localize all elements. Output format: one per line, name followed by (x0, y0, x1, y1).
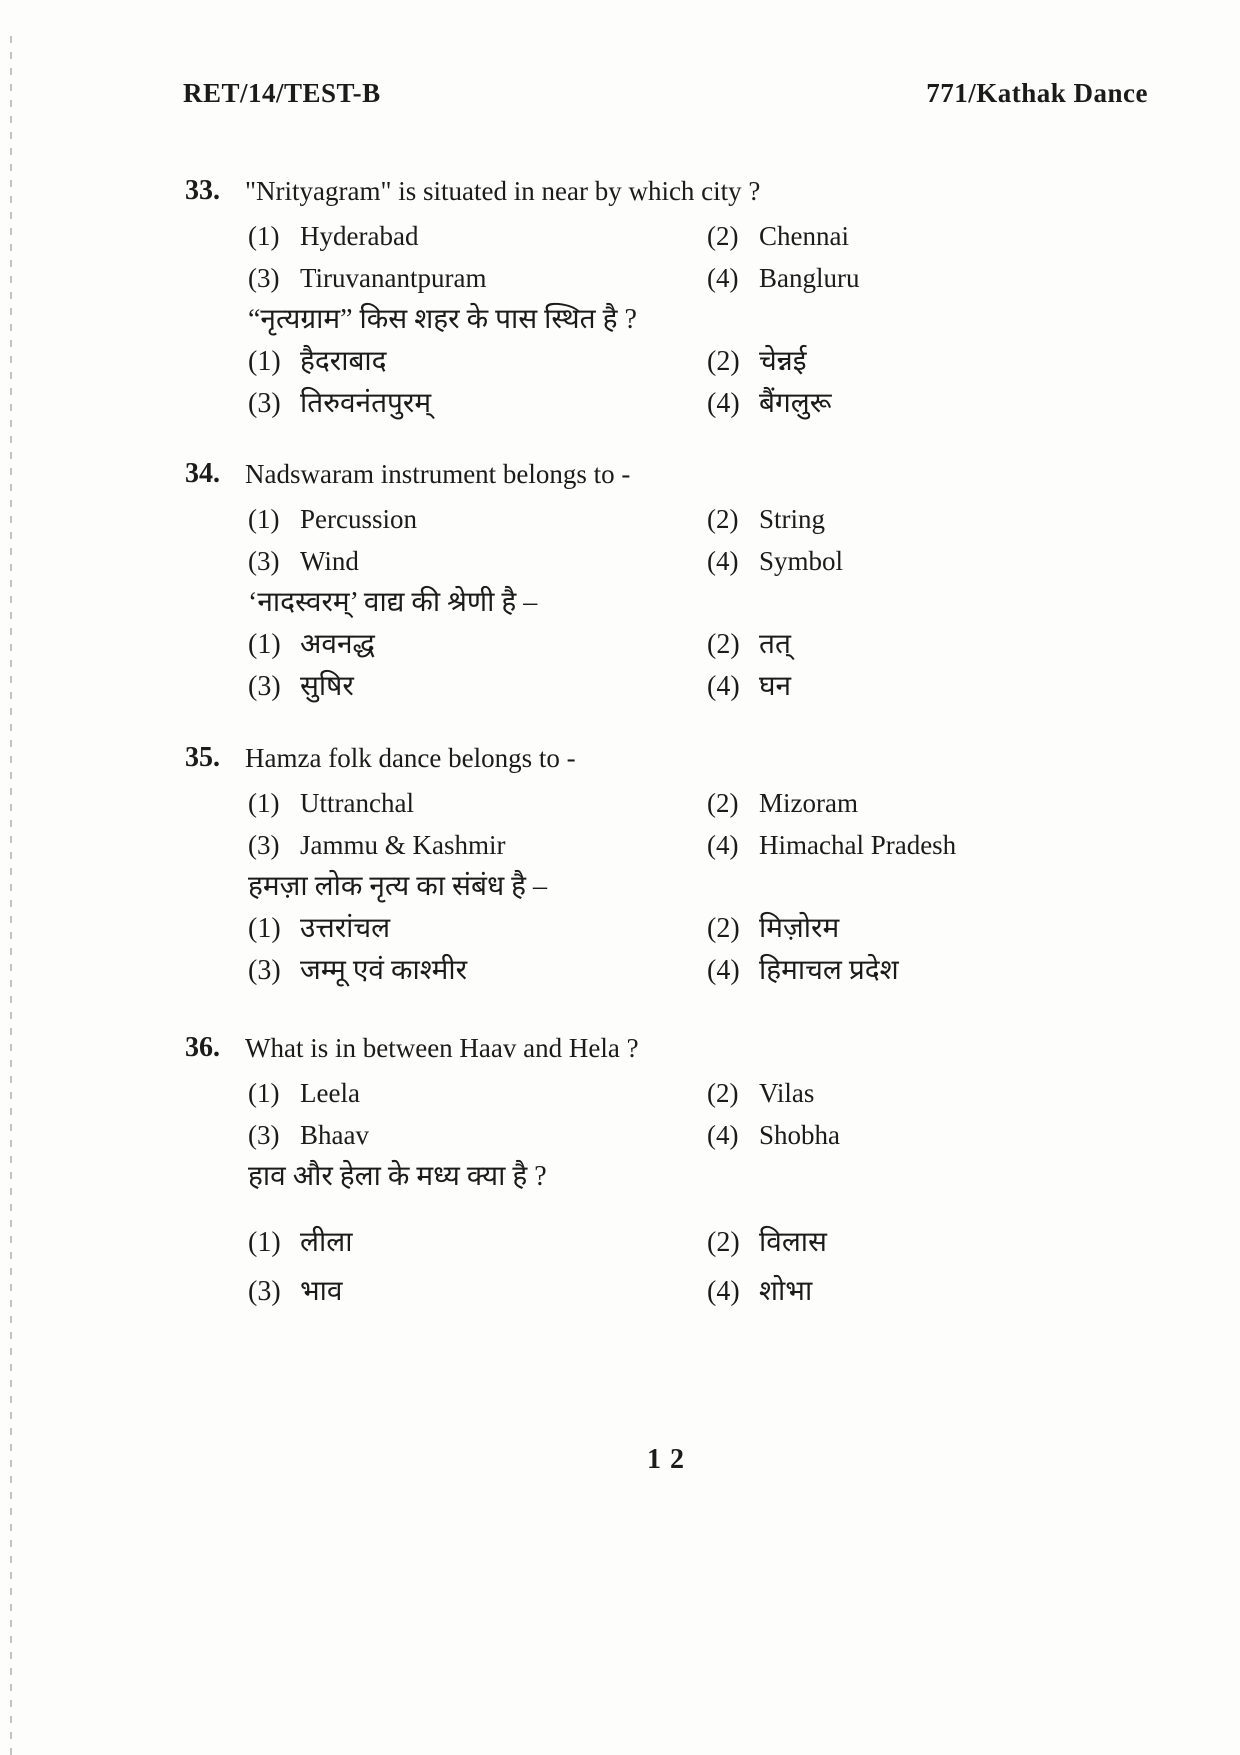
option-number: (4) (707, 1276, 740, 1307)
options-hi (248, 341, 1175, 425)
option-number: (3) (248, 388, 281, 419)
option-number: (1) (248, 221, 280, 251)
question-text-hi: हाव और हेला के मध्य क्या है ? (248, 1161, 547, 1192)
option-label: तत् (759, 629, 791, 660)
option (248, 782, 707, 824)
page-number: 12 (647, 1444, 693, 1475)
option-label: String (759, 504, 826, 534)
option-label: Himachal Pradesh (759, 830, 957, 860)
option-label: Percussion (300, 504, 417, 534)
option-number: (2) (707, 504, 739, 534)
option-label: Vilas (759, 1078, 815, 1108)
option (248, 624, 707, 666)
option-label: घन (759, 671, 792, 702)
option-label: तिरुवनंतपुरम् (300, 388, 432, 419)
option-number: (1) (248, 913, 281, 944)
option-label: Bhaav (300, 1120, 369, 1150)
question-text-en: Hamza folk dance belongs to - (245, 743, 576, 773)
option (248, 1072, 707, 1114)
question-text-en: "Nrityagram" is situated in near by which city ? (245, 176, 761, 206)
option (248, 666, 707, 708)
options-hi (248, 908, 1175, 992)
option (248, 824, 707, 866)
option (248, 383, 707, 425)
question-number: 36. (185, 1032, 220, 1063)
option (248, 498, 707, 540)
option (248, 1267, 707, 1316)
option-number: (3) (248, 1276, 281, 1307)
question-text-hi: “नृत्यग्राम” किस शहर के पास स्थित है ? (248, 304, 637, 335)
question-heading (185, 456, 1175, 492)
header-right-code: 771/Kathak Dance (926, 78, 1148, 108)
question-36 (185, 1030, 1175, 1316)
option (707, 215, 1175, 257)
scan-edge-line (10, 36, 12, 1755)
options-en (248, 215, 1175, 299)
option-label: हिमाचल प्रदेश (759, 955, 899, 986)
option-number: (4) (707, 388, 740, 419)
question-number: 35. (185, 742, 220, 773)
option-label: Symbol (759, 546, 844, 576)
question-text-en: Nadswaram instrument belongs to - (245, 459, 631, 489)
option-number: (2) (707, 629, 740, 660)
option-label: जम्मू एवं काश्मीर (300, 955, 468, 986)
question-number: 34. (185, 458, 220, 489)
options-en (248, 498, 1175, 582)
option (248, 950, 707, 992)
option (707, 666, 1175, 708)
option-label: सुषिर (300, 671, 354, 702)
option-number: (2) (707, 913, 740, 944)
question-34 (185, 456, 1175, 708)
option (707, 383, 1175, 425)
question-heading (185, 740, 1175, 776)
option-number: (3) (248, 955, 281, 986)
option-label: भाव (300, 1276, 343, 1307)
option-label: हैदराबाद (300, 346, 387, 377)
option-number: (2) (707, 1227, 740, 1258)
option-label: Tiruvanantpuram (300, 263, 487, 293)
option (248, 257, 707, 299)
option-number: (1) (248, 1078, 280, 1108)
question-text-hi: ‘नादस्वरम्’ वाद्य की श्रेणी है – (248, 587, 538, 618)
option-number: (1) (248, 1227, 281, 1258)
option-number: (3) (248, 671, 281, 702)
option-label: लीला (300, 1227, 353, 1258)
question-35 (185, 740, 1175, 992)
option-label: Leela (300, 1078, 360, 1108)
question-heading (185, 1030, 1175, 1066)
option-number: (4) (707, 1120, 739, 1150)
question-heading (185, 173, 1175, 209)
option-label: चेन्नई (759, 346, 807, 377)
option-label: उत्तरांचल (300, 913, 391, 944)
option-number: (3) (248, 1120, 280, 1150)
option-label: Hyderabad (300, 221, 419, 251)
option (248, 908, 707, 950)
question-text-hi: हमज़ा लोक नृत्य का संबंध है – (248, 871, 548, 902)
option-label: Jammu & Kashmir (300, 830, 506, 860)
option-label: Bangluru (759, 263, 860, 293)
option-number: (2) (707, 346, 740, 377)
option-number: (4) (707, 546, 739, 576)
option (248, 540, 707, 582)
option (707, 1218, 1175, 1267)
question-text-en: What is in between Haav and Hela ? (245, 1033, 639, 1063)
option-number: (4) (707, 671, 740, 702)
options-en (248, 1072, 1175, 1156)
option (707, 498, 1175, 540)
option (707, 1114, 1175, 1156)
header-left-code: RET/14/TEST-B (183, 78, 381, 108)
options-en (248, 782, 1175, 866)
option-number: (4) (707, 830, 739, 860)
option-label: विलास (759, 1227, 827, 1258)
options-hi (248, 624, 1175, 708)
option-label: Mizoram (759, 788, 858, 818)
option (248, 1114, 707, 1156)
option-number: (2) (707, 221, 739, 251)
option-number: (2) (707, 788, 739, 818)
option-number: (4) (707, 263, 739, 293)
option-label: मिज़ोरम (759, 913, 840, 944)
option-label: Chennai (759, 221, 849, 251)
option-number: (3) (248, 830, 280, 860)
question-number: 33. (185, 175, 220, 206)
option-number: (1) (248, 346, 281, 377)
option-label: Wind (300, 546, 359, 576)
page-header (183, 78, 1148, 108)
option-label: अवनद्ध (300, 629, 375, 660)
option (707, 908, 1175, 950)
option-number: (1) (248, 504, 280, 534)
option (707, 782, 1175, 824)
option (707, 824, 1175, 866)
option-label: बैंगलुरू (759, 388, 832, 419)
option-number: (1) (248, 629, 281, 660)
option (707, 341, 1175, 383)
option-label: Shobha (759, 1120, 840, 1150)
option (248, 215, 707, 257)
option (707, 1267, 1175, 1316)
option-number: (4) (707, 955, 740, 986)
option (707, 624, 1175, 666)
option (707, 540, 1175, 582)
option (707, 257, 1175, 299)
option (707, 950, 1175, 992)
option-number: (3) (248, 546, 280, 576)
question-33 (185, 173, 1175, 425)
options-hi (248, 1218, 1175, 1316)
option-label: Uttranchal (300, 788, 414, 818)
option (707, 1072, 1175, 1114)
option-label: शोभा (759, 1276, 813, 1307)
option-number: (1) (248, 788, 280, 818)
option-number: (2) (707, 1078, 739, 1108)
option-number: (3) (248, 263, 280, 293)
option (248, 1218, 707, 1267)
option (248, 341, 707, 383)
